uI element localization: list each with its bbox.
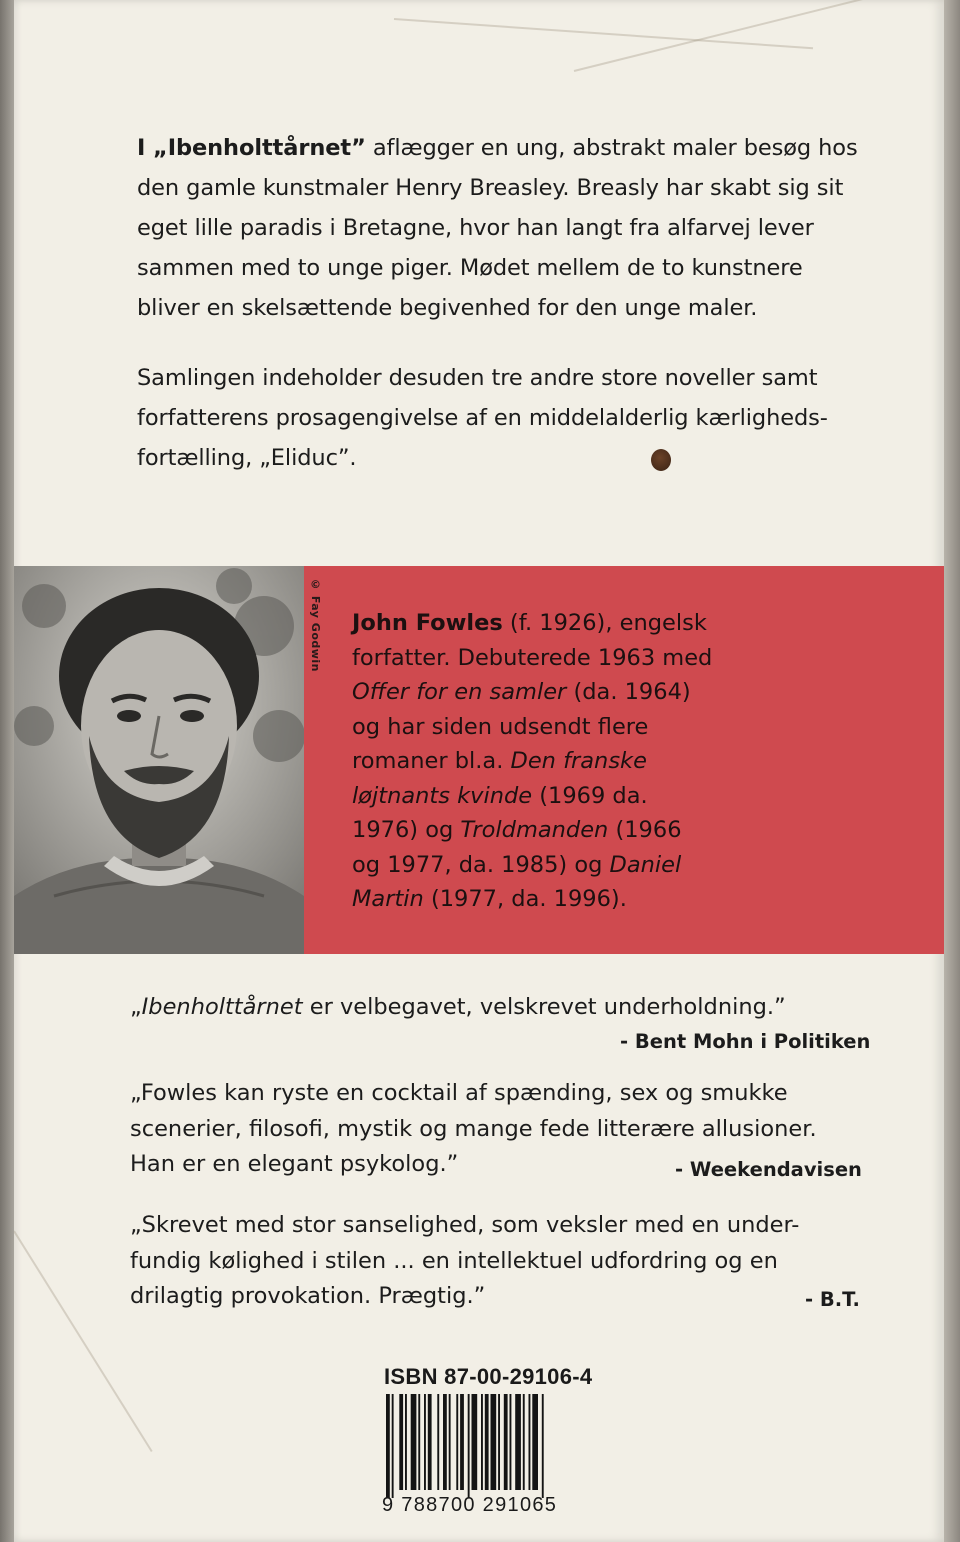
book-back-cover — [14, 0, 944, 1542]
bio-text: og 1977, da. 1985) og — [352, 851, 610, 878]
quote-text: „Fowles kan ryste en cocktail af spænding, sex og smukke — [130, 1080, 788, 1106]
barcode-bar — [529, 1394, 531, 1490]
quote-text: scenerier, filosofi, mystik og mange fede litterære allusioner. — [130, 1115, 817, 1142]
barcode-bar — [392, 1394, 394, 1498]
blurb-text: fortælling, „Eliduc”. — [137, 445, 357, 471]
barcode-bar — [472, 1394, 478, 1490]
stain-mark — [651, 449, 671, 471]
bio-work-title: løjtnants kvinde — [352, 782, 533, 809]
quote-text: „Skrevet med stor sanselighed, som veksler med en under- — [130, 1212, 800, 1238]
barcode-bar — [542, 1394, 544, 1498]
bio-work-title: Daniel — [609, 851, 682, 878]
review-attribution-2: - Weekendavisen — [675, 1158, 862, 1181]
barcode-bar — [491, 1394, 497, 1490]
barcode-bar — [386, 1394, 390, 1498]
isbn-label: ISBN 87-00-29106-4 — [384, 1364, 593, 1389]
barcode-bar — [428, 1394, 432, 1490]
blurb-text: aflægger en ung, abstrakt maler besøg hos — [365, 135, 858, 161]
blurb-text: eget lille paradis i Bretagne, hvor han langt fra alfarvej lever — [137, 215, 814, 241]
bio-text: (1966 — [608, 817, 682, 843]
barcode-bar — [498, 1394, 500, 1490]
barcode-bar — [510, 1394, 512, 1490]
barcode-bar — [460, 1394, 464, 1490]
bio-text: (f. 1926), engelsk — [502, 610, 707, 636]
review-attribution-3: - B.T. — [805, 1288, 860, 1311]
bio-work-title: Den franske — [510, 748, 647, 774]
blurb-paragraph-2 — [137, 358, 828, 478]
barcode-bar — [424, 1394, 426, 1490]
author-bio — [352, 606, 922, 917]
barcode-number: 9 788700 291065 — [382, 1494, 558, 1516]
bio-text: romaner bl.a. — [352, 748, 511, 774]
barcode-bar — [418, 1394, 420, 1490]
barcode-bar — [456, 1394, 458, 1490]
bio-work-title: Offer for en samler — [352, 679, 567, 705]
review-quote-1 — [130, 990, 786, 1026]
author-portrait-illustration — [14, 566, 304, 954]
barcode-bar — [504, 1394, 508, 1490]
author-photo — [14, 566, 304, 954]
blurb-text: Samlingen indeholder desuden tre andre store noveller samt — [137, 365, 818, 391]
blurb-paragraph-1 — [137, 128, 858, 328]
bio-text: (da. 1964) — [566, 679, 691, 705]
paper-crease — [394, 18, 813, 49]
page-edge — [944, 0, 960, 1542]
quote-text: Han er en elegant psykolog.” — [130, 1151, 459, 1177]
barcode-bar — [443, 1394, 447, 1490]
quote-book-title: Ibenholttårnet — [141, 994, 303, 1020]
bio-work-title: Troldmanden — [460, 817, 609, 843]
blurb-book-title: „Ibenholttårnet” — [153, 135, 366, 161]
bio-work-title: Martin — [352, 886, 424, 912]
barcode-bar — [523, 1394, 525, 1490]
author-name: John Fowles — [352, 610, 503, 636]
barcode-bar — [411, 1394, 417, 1490]
barcode-bar — [515, 1394, 521, 1490]
quote-text: er velbegavet, velskrevet underholdning.” — [302, 994, 786, 1020]
quote-text: drilagtig provokation. Prægtig.” — [130, 1283, 486, 1309]
review-quote-3 — [130, 1208, 799, 1315]
bio-text: (1977, da. 1996). — [423, 886, 627, 912]
barcode-bar — [532, 1394, 538, 1490]
barcode-bar — [399, 1394, 403, 1490]
quote-text: fundig kølighed i stilen ... en intellektuel udfordring og en — [130, 1247, 778, 1274]
bio-text: (1969 da. — [532, 782, 648, 809]
background-surface — [0, 0, 14, 1542]
quote-mark: „ — [130, 994, 142, 1020]
blurb-text: den gamle kunstmaler Henry Breasley. Breasly har skabt sig sit — [137, 175, 844, 201]
bio-text: og har siden udsendt flere — [352, 713, 649, 740]
review-attribution-1: - Bent Mohn i Politiken — [620, 1030, 871, 1053]
photo-credit: © Fay Godwin — [309, 578, 322, 673]
barcode-bar — [481, 1394, 483, 1490]
barcode — [382, 1394, 590, 1502]
bio-text: 1976) og — [352, 817, 461, 843]
bio-text: forfatter. Debuterede 1963 med — [352, 644, 713, 671]
blurb-lead: I — [137, 135, 154, 161]
barcode-bar — [405, 1394, 407, 1490]
blurb-text: forfatterens prosagengivelse af en middelalderlig kærligheds- — [137, 405, 828, 431]
blurb-text: sammen med to unge piger. Mødet mellem de to kunstnere — [137, 255, 803, 281]
barcode-bar — [468, 1394, 470, 1498]
barcode-bar — [485, 1394, 489, 1490]
barcode-bar — [449, 1394, 451, 1490]
barcode-bar — [437, 1394, 439, 1490]
blurb-text: bliver en skelsættende begivenhed for den unge maler. — [137, 295, 758, 321]
